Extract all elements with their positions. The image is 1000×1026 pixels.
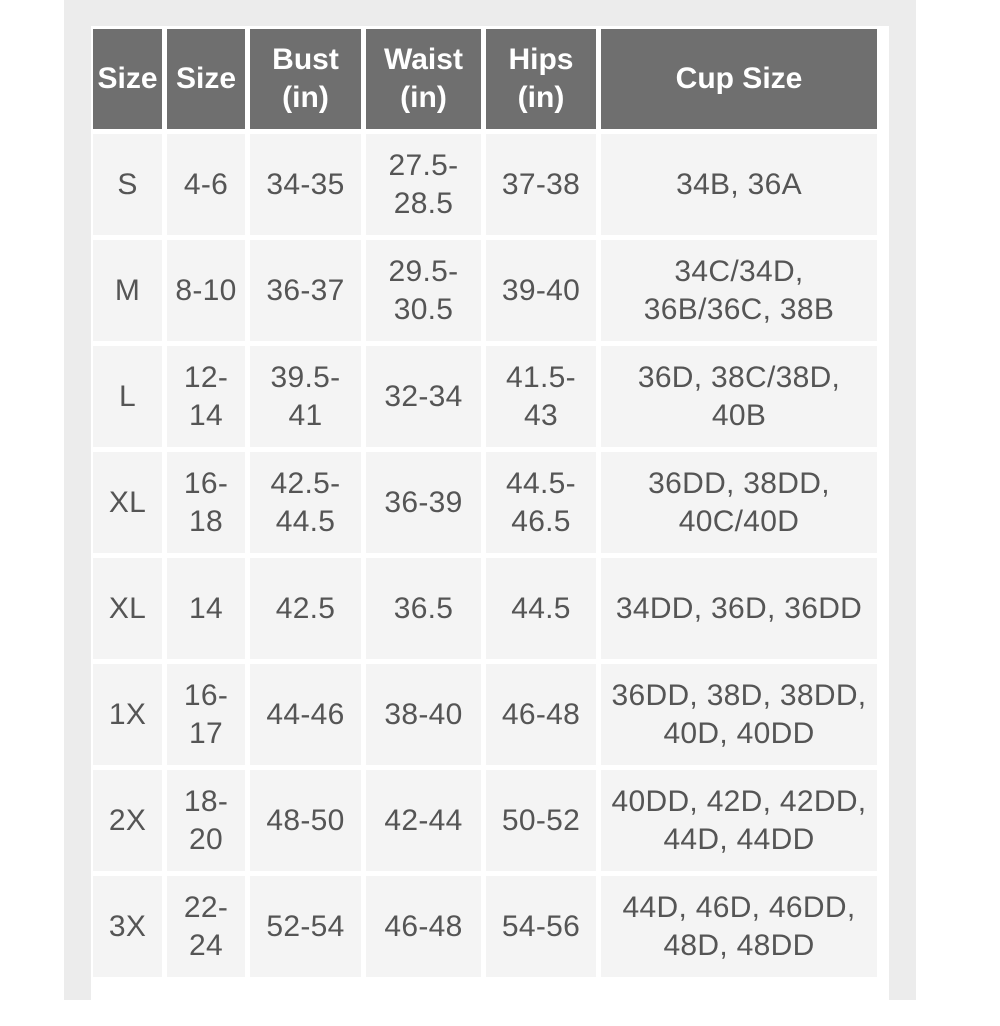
header-waist: Waist (in) <box>366 29 481 129</box>
cell-hips: 54-56 <box>486 876 596 977</box>
table-row <box>93 240 877 341</box>
header-numeric-size: Size <box>167 29 245 129</box>
cell-cup-size: 44D, 46D, 46DD, 48D, 48DD <box>601 876 877 977</box>
cell-cup-size: 34DD, 36D, 36DD <box>601 558 877 659</box>
cell-cup-size: 34C/34D, 36B/36C, 38B <box>601 240 877 341</box>
header-cup-size: Cup Size <box>601 29 877 129</box>
cell-bust: 42.5- 44.5 <box>250 452 361 553</box>
cell-bust: 39.5- 41 <box>250 346 361 447</box>
cell-bust: 44-46 <box>250 664 361 765</box>
cell-waist: 46-48 <box>366 876 481 977</box>
table-row <box>93 876 877 977</box>
cell-size: XL <box>93 558 162 659</box>
cell-numeric-size: 16- 17 <box>167 664 245 765</box>
cell-size: 1X <box>93 664 162 765</box>
header-bust: Bust (in) <box>250 29 361 129</box>
cell-numeric-size: 4-6 <box>167 134 245 235</box>
header-row <box>93 29 877 129</box>
cell-size: S <box>93 134 162 235</box>
cell-hips: 41.5- 43 <box>486 346 596 447</box>
cell-waist: 38-40 <box>366 664 481 765</box>
table-row <box>93 346 877 447</box>
cell-size: L <box>93 346 162 447</box>
cell-bust: 34-35 <box>250 134 361 235</box>
cell-size: XL <box>93 452 162 553</box>
cell-waist: 32-34 <box>366 346 481 447</box>
cell-numeric-size: 14 <box>167 558 245 659</box>
cell-hips: 44.5- 46.5 <box>486 452 596 553</box>
cell-cup-size: 36D, 38C/38D, 40B <box>601 346 877 447</box>
cell-waist: 36.5 <box>366 558 481 659</box>
cell-cup-size: 40DD, 42D, 42DD, 44D, 44DD <box>601 770 877 871</box>
cell-size: M <box>93 240 162 341</box>
cell-bust: 48-50 <box>250 770 361 871</box>
cell-numeric-size: 16- 18 <box>167 452 245 553</box>
cell-numeric-size: 18- 20 <box>167 770 245 871</box>
table-row <box>93 664 877 765</box>
cell-numeric-size: 12- 14 <box>167 346 245 447</box>
cell-cup-size: 36DD, 38DD, 40C/40D <box>601 452 877 553</box>
cell-bust: 36-37 <box>250 240 361 341</box>
cell-waist: 42-44 <box>366 770 481 871</box>
table-row <box>93 134 877 235</box>
cell-waist: 27.5- 28.5 <box>366 134 481 235</box>
cell-hips: 50-52 <box>486 770 596 871</box>
cell-numeric-size: 8-10 <box>167 240 245 341</box>
cell-waist: 36-39 <box>366 452 481 553</box>
cell-size: 2X <box>93 770 162 871</box>
cell-size: 3X <box>93 876 162 977</box>
table-header <box>93 29 877 129</box>
cell-bust: 42.5 <box>250 558 361 659</box>
cell-hips: 37-38 <box>486 134 596 235</box>
header-size: Size <box>93 29 162 129</box>
cell-hips: 46-48 <box>486 664 596 765</box>
cell-cup-size: 36DD, 38D, 38DD, 40D, 40DD <box>601 664 877 765</box>
header-hips: Hips (in) <box>486 29 596 129</box>
table-row <box>93 452 877 553</box>
cell-waist: 29.5- 30.5 <box>366 240 481 341</box>
cell-numeric-size: 22- 24 <box>167 876 245 977</box>
cell-hips: 44.5 <box>486 558 596 659</box>
cell-bust: 52-54 <box>250 876 361 977</box>
table-row <box>93 558 877 659</box>
size-chart-table <box>88 24 882 982</box>
table-body <box>93 134 877 977</box>
cell-cup-size: 34B, 36A <box>601 134 877 235</box>
table-row <box>93 770 877 871</box>
cell-hips: 39-40 <box>486 240 596 341</box>
